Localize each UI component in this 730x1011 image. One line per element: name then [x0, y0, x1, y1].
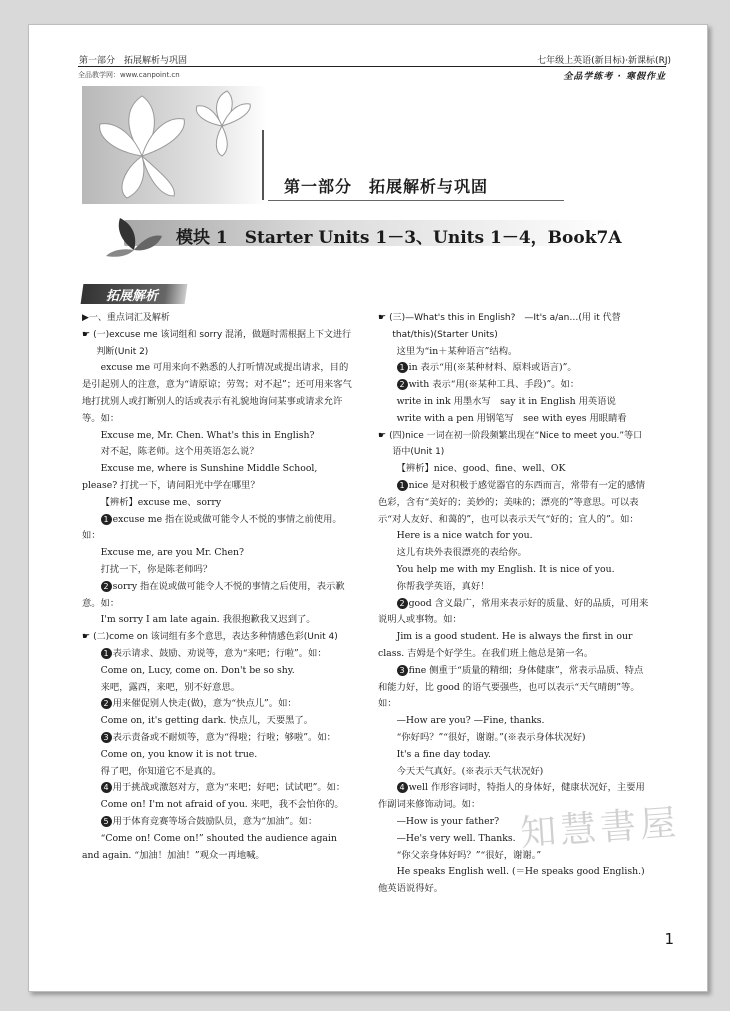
paragraph: [82, 696, 354, 713]
paragraph: [378, 764, 650, 781]
pointing-hand-icon: ☛: [378, 313, 387, 323]
header-left: 第一部分 拓展解析与巩固: [79, 56, 188, 66]
paragraph-text: sorry 指在说或做可能令人不悦的事情之后使用，表示歉意。如：: [82, 580, 345, 609]
title-rule: [268, 200, 564, 201]
paragraph: [378, 747, 650, 764]
paragraph: [82, 797, 354, 814]
paragraph-text: in 表示“用(※某种材料、原料或语言)”。: [408, 362, 577, 374]
paragraph-text: “你父亲身体好吗？”“很好，谢谢。”: [396, 849, 542, 861]
paragraph-text: fine 侧重于“质量的精细；身体健康”，常表示品质、特点和能力好，比 good 的语气要强些，也可以表示“天气晴朗”等。如：: [378, 664, 644, 710]
paragraph-text: (二)come on 该词组有多个意思，表达多种情感色彩(Unit 4): [93, 632, 338, 643]
paragraph: [82, 562, 354, 579]
paragraph: [82, 764, 354, 781]
website-text: 全品教学网：www.canpoint.cn: [78, 71, 180, 79]
page-number: 1: [664, 930, 674, 948]
number-badge: 1: [397, 480, 408, 491]
paragraph-text: 打扰一下，你是陈老师吗？: [100, 563, 213, 575]
paragraph-text: Come on, Lucy, come on. Don't be so shy.: [100, 664, 295, 676]
number-badge: 2: [101, 698, 112, 709]
paragraph: [82, 680, 354, 697]
paragraph: [378, 528, 650, 545]
point-heading: [378, 428, 650, 462]
section-title: 拓展解析: [106, 289, 159, 304]
module-banner: [104, 212, 624, 258]
number-badge: 2: [397, 379, 408, 390]
paragraph: [82, 646, 354, 663]
paragraph-text: “你好吗？”“很好，谢谢。”(※表示身体状况好): [396, 731, 586, 743]
paragraph: [378, 629, 650, 663]
paragraph-text: 今天天气真好。(※表示天气状况好): [396, 765, 544, 777]
paragraph: [82, 747, 354, 764]
paragraph: [82, 461, 354, 495]
paragraph: [82, 545, 354, 562]
pointing-hand-icon: ☛: [82, 632, 91, 643]
paragraph-text: —He's very well. Thanks.: [396, 832, 516, 844]
decorative-banner: [82, 86, 267, 204]
paragraph-text: 【辨析】excuse me、sorry: [100, 496, 222, 508]
paragraph-text: good 含义最广，常用来表示好的质量、好的品质，可用来说明人或事物。如：: [378, 597, 649, 626]
paragraph-text: (三)—What's this in English? —It's a/an…(用 it 代替 that/this)(Starter Units): [389, 313, 621, 340]
paragraph: [82, 780, 354, 797]
point-heading: [82, 629, 354, 646]
paragraph: [82, 814, 354, 831]
paragraph-text: 表示责备或不耐烦等，意为“得啦；行啦；够啦”。如：: [112, 731, 336, 743]
paragraph: [82, 579, 354, 613]
paragraph: [378, 579, 650, 596]
paragraph-text: 你帮我学英语，真好！: [396, 580, 490, 592]
number-badge: 4: [397, 782, 408, 793]
running-header: [79, 53, 671, 67]
paragraph-text: well 作形容词时，特指人的身体好，健康状况好，主要用作副词来修饰动词。如：: [378, 782, 645, 811]
paragraph: [378, 562, 650, 579]
paragraph-text: 得了吧，你知道它不是真的。: [100, 765, 222, 777]
paragraph: [82, 612, 354, 629]
flower-icon: [82, 86, 267, 204]
paragraph-text: 用来催促别人快走(做)，意为“快点儿”。如：: [112, 698, 297, 710]
paragraph-text: 表示请求、鼓励、劝说等，意为“来吧；行啦”。如：: [112, 647, 327, 659]
paragraph-text: (四)nice 一词在初一阶段频繁出现在“Nice to meet you.”等口语中(Unit 1): [389, 430, 643, 458]
paragraph: [378, 478, 650, 528]
paragraph-text: nice 是对积极于感觉器官的东西而言，常带有一定的感情色彩，含有“美好的；美妙的；美味的；漂亮的”等意思。可以表示“对人友好、和蔼的”，也可以表示天气“好的；宜人的”。如：: [378, 479, 646, 525]
paragraph: [82, 444, 354, 461]
paragraph-text: 来吧，露西，来吧，别不好意思。: [100, 681, 241, 693]
paragraph: [378, 864, 650, 898]
header-rule: [78, 66, 666, 67]
paragraph-text: I'm sorry I am late again. 我很抱歉我又迟到了。: [100, 614, 316, 626]
left-column: [82, 310, 354, 864]
paragraph: [378, 730, 650, 747]
paragraph: [378, 545, 650, 562]
paragraph: [82, 428, 354, 445]
paragraph-text: You help me with my English. It is nice of you.: [396, 563, 615, 575]
paragraph-text: Come on, you know it is not true.: [100, 748, 258, 760]
paragraph: [82, 360, 354, 427]
paragraph-text: with 表示“用(※某种工具、手段)”。如：: [408, 379, 580, 391]
paragraph-text: Excuse me, where is Sunshine Middle School, please? 打扰一下，请问阳光中学在哪里？: [82, 463, 318, 491]
pointing-hand-icon: ☛: [378, 430, 387, 441]
paragraph: [82, 495, 354, 512]
paragraph: [378, 663, 650, 713]
paragraph-text: —How are you? —Fine, thanks.: [396, 715, 545, 727]
paragraph-text: 这里为“in＋某种语言”结构。: [396, 345, 518, 357]
number-badge: 3: [397, 665, 408, 676]
brand-text: 全品学练考 · 寒假作业: [563, 72, 666, 82]
paragraph-text: (一)excuse me 该词组和 sorry 混淆，做题时需根据上下文进行判断(Unit 2): [93, 329, 352, 357]
paragraph: [82, 512, 354, 546]
title-divider: [262, 130, 264, 200]
paragraph-text: 这儿有块外表很漂亮的表给你。: [396, 547, 527, 559]
pointing-hand-icon: ☛: [82, 329, 91, 340]
paragraph-text: excuse me 可用来向不熟悉的人打听情况或提出请求，目的是引起别人的注意，意为“请原谅；劳驾；对不起”；还可用来客气地打扰别人或打断别人的话或表示有礼貌地询问某事或请求允许等。如：: [82, 362, 352, 424]
paragraph-text: 对不起，陈老师。这个用英语怎么说？: [100, 446, 259, 458]
number-badge: 1: [101, 514, 112, 525]
paragraph: [378, 713, 650, 730]
paragraph-text: ▶一、重点词汇及解析: [82, 313, 170, 323]
paragraph-text: Come on, it's getting dark. 快点儿，天要黑了。: [100, 715, 314, 727]
paragraph-text: Here is a nice watch for you.: [396, 530, 533, 542]
paragraph-text: 【辨析】nice、good、fine、well、OK: [396, 463, 566, 475]
paragraph-text: Excuse me, Mr. Chen. What's this in English?: [100, 429, 315, 441]
part-title: 第一部分 拓展解析与巩固: [284, 177, 489, 196]
paragraph: [378, 411, 650, 428]
number-badge: 1: [101, 648, 112, 659]
number-badge: 3: [101, 732, 112, 743]
paragraph: [82, 730, 354, 747]
paragraph-text: Jim is a good student. He is always the first in our class. 吉姆是个好学生。在我们班上他总是第一名。: [378, 631, 633, 659]
paragraph-text: —How is your father?: [396, 815, 500, 827]
section-heading: [82, 310, 354, 327]
paragraph-text: Come on! I'm not afraid of you. 来吧，我不会怕你的。: [100, 799, 344, 811]
number-badge: 2: [101, 581, 112, 592]
point-heading: [82, 327, 354, 361]
paragraph-text: 用于挑战或激怒对方，意为“来吧；好吧；试试吧”。如：: [112, 782, 346, 794]
paragraph-text: excuse me 指在说或做可能令人不悦的事情之前使用。如：: [82, 513, 342, 542]
paragraph: [378, 377, 650, 394]
paragraph-text: He speaks English well. (＝He speaks good English.)他英语说得好。: [378, 866, 645, 895]
paragraph: [82, 713, 354, 730]
paragraph: [378, 394, 650, 411]
paragraph-text: write in ink 用墨水写 say it in English 用英语说: [396, 395, 616, 407]
paragraph: [378, 461, 650, 478]
header-right: 七年级上英语(新目标)·新课标(RJ): [537, 56, 671, 66]
paragraph: [378, 344, 650, 361]
paragraph-text: It's a fine day today.: [396, 748, 491, 760]
paragraph: [378, 596, 650, 630]
module-title: 模块 1 Starter Units 1－3、Units 1－4，Book7A: [176, 228, 622, 248]
paragraph: [82, 831, 354, 865]
paragraph-text: “Come on! Come on!” shouted the audience again and again. “加油！加油！”观众一再地喊。: [82, 832, 337, 861]
paragraph: [82, 663, 354, 680]
number-badge: 1: [397, 362, 408, 373]
paragraph-text: Excuse me, are you Mr. Chen?: [100, 547, 244, 559]
number-badge: 4: [101, 782, 112, 793]
paragraph: [378, 360, 650, 377]
paragraph-text: write with a pen 用钢笔写 see with eyes 用眼睛看: [396, 412, 627, 424]
point-heading: [378, 310, 650, 344]
number-badge: 5: [101, 816, 112, 827]
paragraph-text: 用于体育竞赛等场合鼓励队员，意为“加油”。如：: [112, 815, 318, 827]
leaf-icon: [104, 212, 164, 258]
number-badge: 2: [397, 598, 408, 609]
watermark: 知慧書屋: [518, 802, 682, 855]
